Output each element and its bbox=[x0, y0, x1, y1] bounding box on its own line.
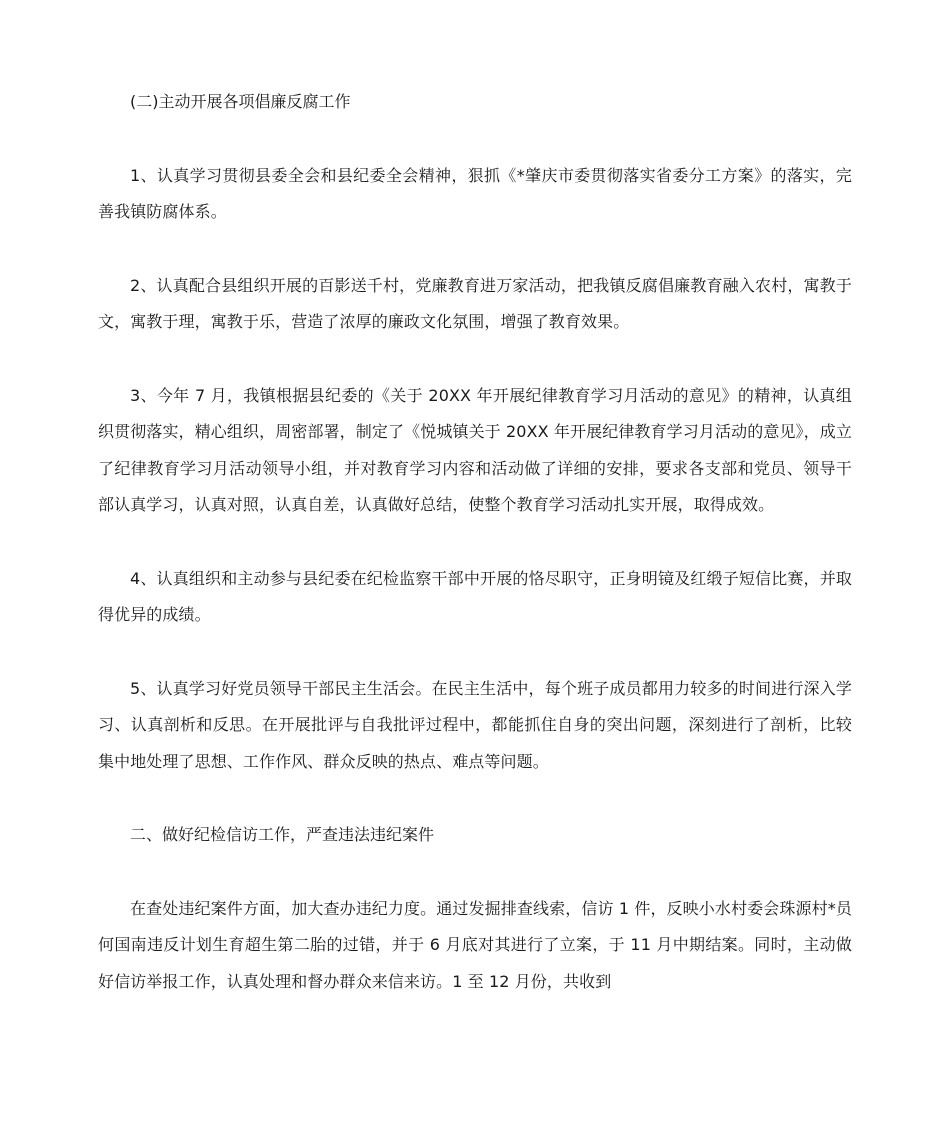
section-heading: (二)主动开展各项倡廉反腐工作 bbox=[130, 92, 351, 111]
paragraph-1: 1、认真学习贯彻县委全会和县纪委全会精神，狠抓《*肇庆市委贯彻落实省委分工方案》的落实，完善我镇防腐体系。 bbox=[98, 165, 852, 221]
paragraph-final: 在查处违纪案件方面，加大查办违纪力度。通过发掘排查线索，信访 1 件，反映小水村委会珠源村*员何国南违反计划生育超生第二胎的过错，并于 6 月底对其进行了立案，于 11 月中期结案。同时，主动做好信访举报工作，认真处理和督办群众来信来访。1 至 12 月份，共收到 bbox=[98, 898, 852, 991]
document-body bbox=[98, 84, 852, 1037]
paragraph-5: 5、认真学习好党员领导干部民主生活会。在民主生活中，每个班子成员都用力较多的时间进行深入学习、认真剖析和反思。在开展批评与自我批评过程中，都能抓住自身的突出问题，深刻进行了剖析，比较集中地处理了思想、工作作风、群众反映的热点、难点等问题。 bbox=[98, 678, 852, 771]
paragraph-3: 3、今年 7 月，我镇根据县纪委的《关于 20XX 年开展纪律教育学习月活动的意见》的精神，认真组织贯彻落实，精心组织，周密部署，制定了《悦城镇关于 20XX 年开展纪律教育学习月活动的意见》，成立了纪律教育学习月活动领导小组，并对教育学习内容和活动做了详细的安排，要求各支部和党员、领导干部认真学习，认真对照，认真自差，认真做好总结，使整个教育学习活动扎实开展，取得成效。 bbox=[98, 385, 852, 514]
section-heading-2: 二、做好纪检信访工作，严查违法违纪案件 bbox=[130, 825, 435, 844]
paragraph-4: 4、认真组织和主动参与县纪委在纪检监察干部中开展的恪尽职守，正身明镜及红缎子短信比赛，并取得优异的成绩。 bbox=[98, 568, 852, 624]
paragraph-2: 2、认真配合县组织开展的百影送千村，党廉教育进万家活动，把我镇反腐倡廉教育融入农村，寓教于文，寓教于理，寓教于乐，营造了浓厚的廉政文化氛围，增强了教育效果。 bbox=[98, 275, 852, 331]
